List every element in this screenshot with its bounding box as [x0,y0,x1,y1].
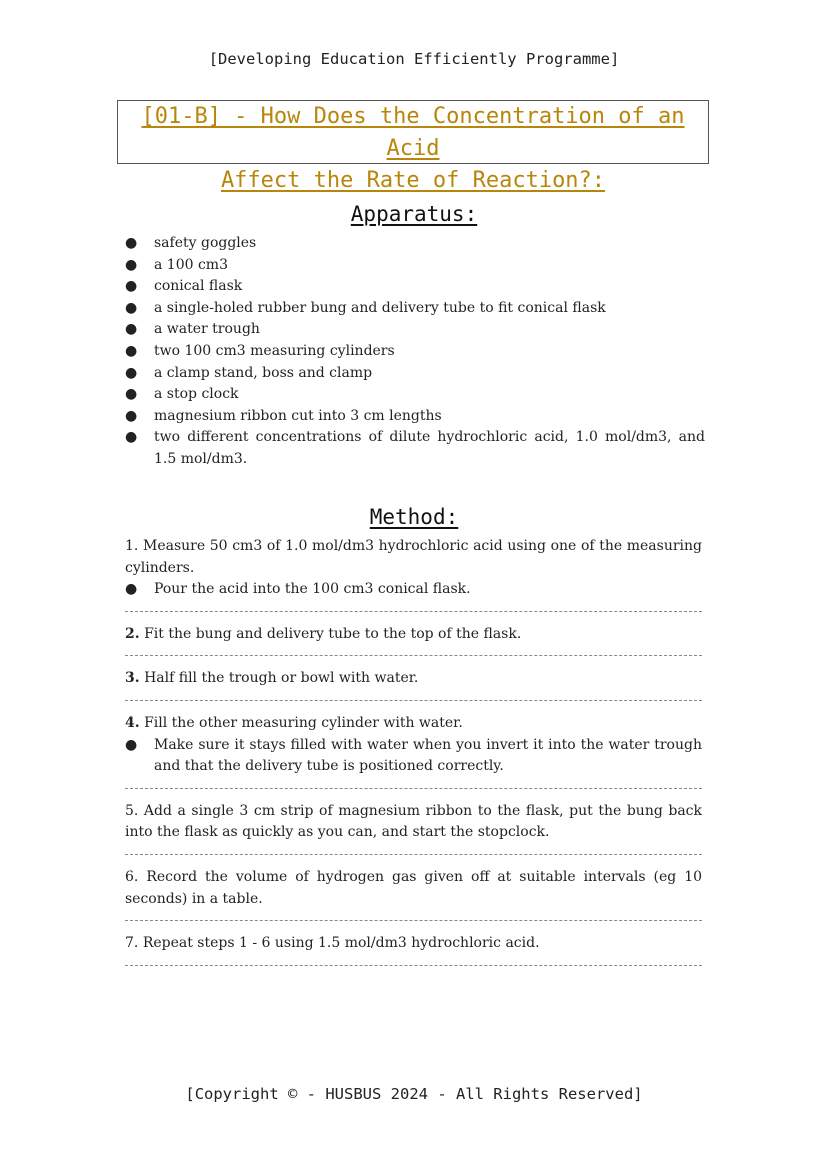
apparatus-heading: Apparatus: [350,202,478,226]
step-number: 3. [125,670,140,687]
divider [125,965,702,966]
step-number: 7. [125,935,139,952]
method-steps [125,536,702,978]
step-number: 2. [125,625,140,642]
list-item: ● a water trough [125,319,705,341]
title-line-1: [01-B] - How Does the Concentration of an Acid [141,104,685,161]
title-box [117,100,709,193]
bullet-icon: ● [125,386,138,403]
step-text: Half fill the trough or bowl with water. [144,670,419,687]
bullet-icon: ● [125,429,138,446]
bullet-icon: ● [125,581,138,598]
method-step-2 [125,624,702,646]
bullet-icon: ● [125,736,138,753]
divider [125,611,702,612]
list-item: ● magnesium ribbon cut into 3 cm lengths [125,406,705,428]
list-item: ● a single-holed rubber bung and delivery tube to fit conical flask [125,298,705,320]
step-number: 1. [125,538,139,554]
title-line-2: Affect the Rate of Reaction?: [220,168,606,193]
step-text: Fit the bung and delivery tube to the top of the flask. [144,625,522,642]
divider [125,788,702,789]
divider [125,854,702,855]
step-text: Fill the other measuring cylinder with water. [144,714,463,731]
method-step-6 [125,867,702,910]
step-text: Measure 50 cm3 of 1.0 mol/dm3 hydrochloric acid using one of the measuring cylinders. [125,538,703,576]
list-item: ● a stop clock [125,384,705,406]
divider [125,700,702,701]
method-step-4 [125,713,702,778]
method-heading: Method: [369,505,459,529]
divider [125,655,702,656]
list-item: ● two different concentrations of dilute hydrochloric acid, 1.0 mol/dm3, and 1.5 mol/dm3. [125,429,705,467]
method-step-1 [125,536,702,601]
bullet-icon: ● [125,278,138,295]
bullet-icon: ● [125,235,138,251]
list-item: ● conical flask [125,276,705,298]
step-sub-item: ● Pour the acid into the 100 cm3 conical flask. [125,579,702,601]
bullet-icon: ● [125,364,138,381]
step-text: Repeat steps 1 - 6 using 1.5 mol/dm3 hydrochloric acid. [142,935,540,952]
method-step-5 [125,801,702,844]
bullet-icon: ● [125,299,138,316]
method-step-3 [125,668,702,690]
step-number: 6. [125,868,139,885]
bullet-icon: ● [125,407,138,424]
step-number: 5. [125,802,139,819]
step-text: Record the volume of hydrogen gas given off at suitable intervals (eg 10 seconds) in a table. [125,868,703,907]
list-item: ● a clamp stand, boss and clamp [125,363,705,385]
bullet-icon: ● [125,342,138,359]
list-item: ● two 100 cm3 measuring cylinders [125,341,705,363]
page-footer: [Copyright © - HUSBUS 2024 - All Rights Reserved] [185,1085,643,1103]
bullet-icon: ● [125,256,138,273]
list-item: ● safety goggles [125,233,705,255]
step-text: Add a single 3 cm strip of magnesium ribbon to the flask, put the bung back into the flask as quickly as you can, and start the stopclock. [125,802,702,841]
page-header: [Developing Education Efficiently Programme] [208,50,620,68]
step-number: 4. [125,714,140,731]
apparatus-list [125,233,705,471]
list-item: ● a 100 cm3 [125,255,705,277]
divider [125,920,702,921]
bullet-icon: ● [125,321,138,338]
method-step-7 [125,933,702,955]
step-sub-item: ● Make sure it stays filled with water when you invert it into the water trough and that the delivery tube is positioned correctly. [125,736,702,775]
